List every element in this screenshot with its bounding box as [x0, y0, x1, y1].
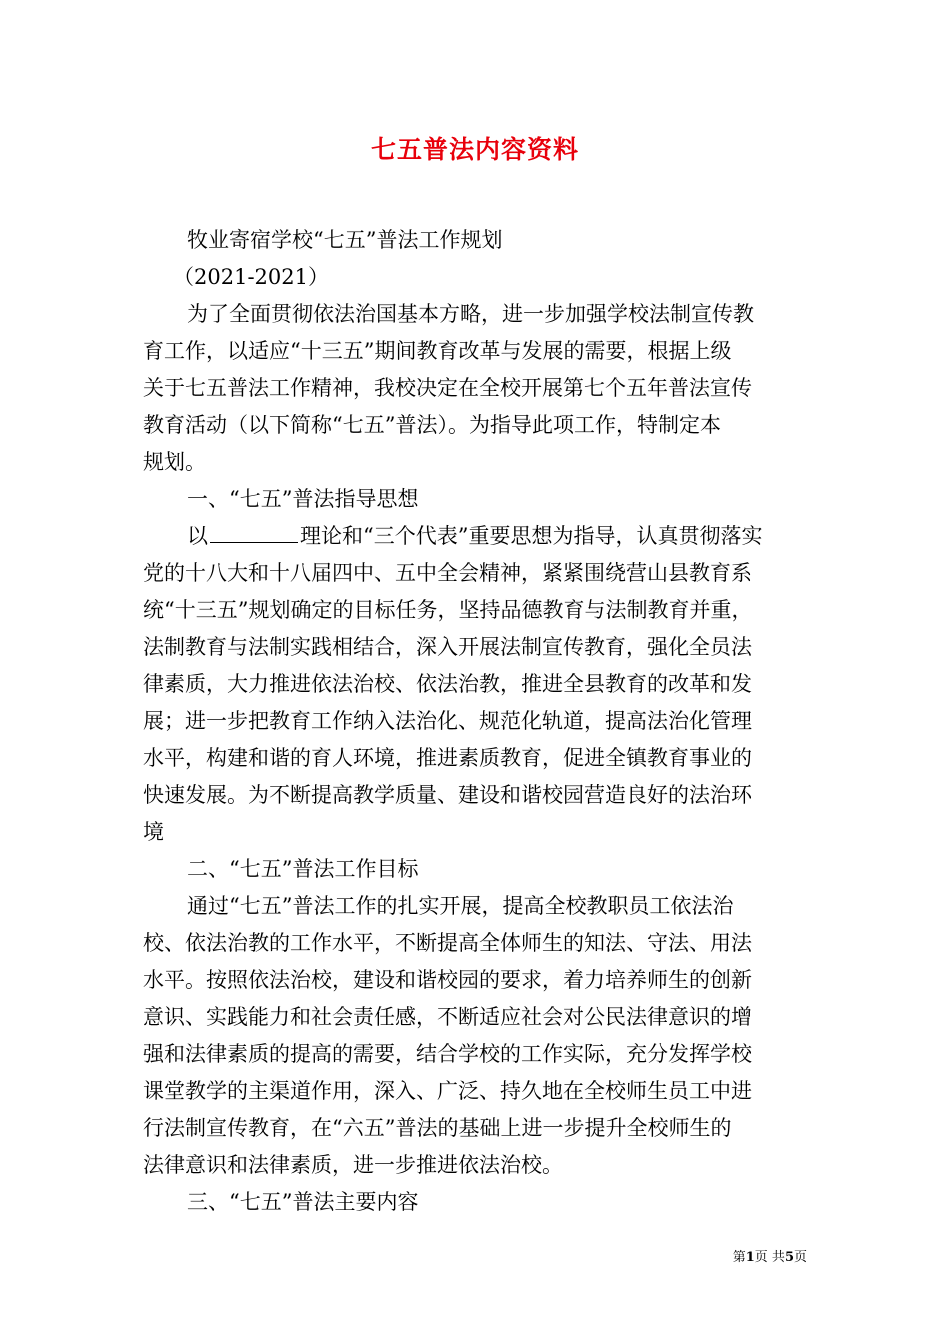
- text-line: [143, 629, 809, 666]
- text-line-content: 统“十三五”规划确定的目标任务，坚持品德教育与法制教育并重，: [143, 598, 753, 622]
- text-line: [143, 999, 809, 1036]
- text-line-content: 通过“七五”普法工作的扎实开展，提高全校教职员工依法治: [187, 894, 734, 918]
- text-line-content: 规划。: [143, 450, 206, 474]
- text-line-content: （2021-2021）: [173, 265, 329, 289]
- text-line: [143, 1110, 809, 1147]
- footer-suffix: 页: [793, 1250, 807, 1265]
- fill-in-blank: [210, 520, 298, 543]
- text-line-content: 快速发展。为不断提高教学质量、建设和谐校园营造良好的法治环: [143, 783, 752, 807]
- text-line: [143, 407, 809, 444]
- footer-current-page: 1: [745, 1250, 755, 1265]
- text-line: [143, 592, 809, 629]
- document-title: 七五普法内容资料: [370, 135, 579, 164]
- text-line-content: 水平。按照依法治校，建设和谐校园的要求，着力培养师生的创新: [143, 968, 752, 992]
- text-line: [143, 259, 809, 296]
- footer-total-pages: 5: [784, 1250, 794, 1265]
- text-line: [143, 777, 809, 814]
- text-line: [143, 666, 809, 703]
- footer-prefix: 第: [732, 1250, 746, 1265]
- text-line: [143, 740, 809, 777]
- text-line-content: 以: [187, 524, 208, 548]
- text-line-content-cont: 理论和“三个代表”重要思想为指导，认真贯彻落实: [300, 524, 763, 548]
- text-line-content: 为了全面贯彻依法治国基本方略，进一步加强学校法制宣传教: [187, 302, 754, 326]
- text-line: [143, 962, 809, 999]
- text-line-content: 法律意识和法律素质，进一步推进依法治校。: [143, 1153, 563, 1177]
- text-line: [143, 518, 809, 555]
- text-line-content: 三、“七五”普法主要内容: [187, 1190, 419, 1214]
- text-line: [143, 1184, 809, 1221]
- text-line-content: 境: [143, 820, 164, 844]
- text-line-content: 展；进一步把教育工作纳入法治化、规范化轨道，提高法治化管理: [143, 709, 752, 733]
- text-line: [143, 888, 809, 925]
- text-line-content: 牧业寄宿学校“七五”普法工作规划: [187, 228, 503, 252]
- text-line-content: 课堂教学的主渠道作用，深入、广泛、持久地在全校师生员工中进: [143, 1079, 752, 1103]
- text-line-content: 意识、实践能力和社会责任感，不断适应社会对公民法律意识的增: [143, 1005, 752, 1029]
- text-line-content: 二、“七五”普法工作目标: [187, 857, 419, 881]
- text-line-content: 校、依法治教的工作水平，不断提高全体师生的知法、守法、用法: [143, 931, 752, 955]
- text-line-content: 律素质，大力推进依法治校、依法治教，推进全县教育的改革和发: [143, 672, 752, 696]
- text-line: [143, 925, 809, 962]
- text-line-content: 育工作，以适应“十三五”期间教育改革与发展的需要，根据上级: [143, 339, 732, 363]
- text-line: [143, 814, 809, 851]
- text-line: [143, 296, 809, 333]
- text-line: [143, 851, 809, 888]
- text-line: [143, 481, 809, 518]
- text-line-content: 教育活动（以下简称“七五”普法）。为指导此项工作，特制定本: [143, 413, 721, 437]
- text-line-content: 强和法律素质的提高的需要，结合学校的工作实际，充分发挥学校: [143, 1042, 752, 1066]
- text-line-content: 水平，构建和谐的育人环境，推进素质教育，促进全镇教育事业的: [143, 746, 752, 770]
- text-line: [143, 555, 809, 592]
- text-line: [143, 1036, 809, 1073]
- document-body: [143, 222, 809, 1221]
- text-line: [143, 703, 809, 740]
- text-line: [143, 444, 809, 481]
- text-line: [143, 222, 809, 259]
- page-footer: [733, 1246, 807, 1265]
- text-line: [143, 1147, 809, 1184]
- text-line: [143, 1073, 809, 1110]
- text-line-content: 关于七五普法工作精神，我校决定在全校开展第七个五年普法宣传: [143, 376, 752, 400]
- text-line: [143, 370, 809, 407]
- text-line-content: 党的十八大和十八届四中、五中全会精神，紧紧围绕营山县教育系: [143, 561, 752, 585]
- text-line-content: 一、“七五”普法指导思想: [187, 487, 419, 511]
- text-line-content: 行法制宣传教育，在“六五”普法的基础上进一步提升全校师生的: [143, 1116, 732, 1140]
- footer-middle: 页 共: [754, 1250, 785, 1265]
- text-line-content: 法制教育与法制实践相结合，深入开展法制宣传教育，强化全员法: [143, 635, 752, 659]
- text-line: [143, 333, 809, 370]
